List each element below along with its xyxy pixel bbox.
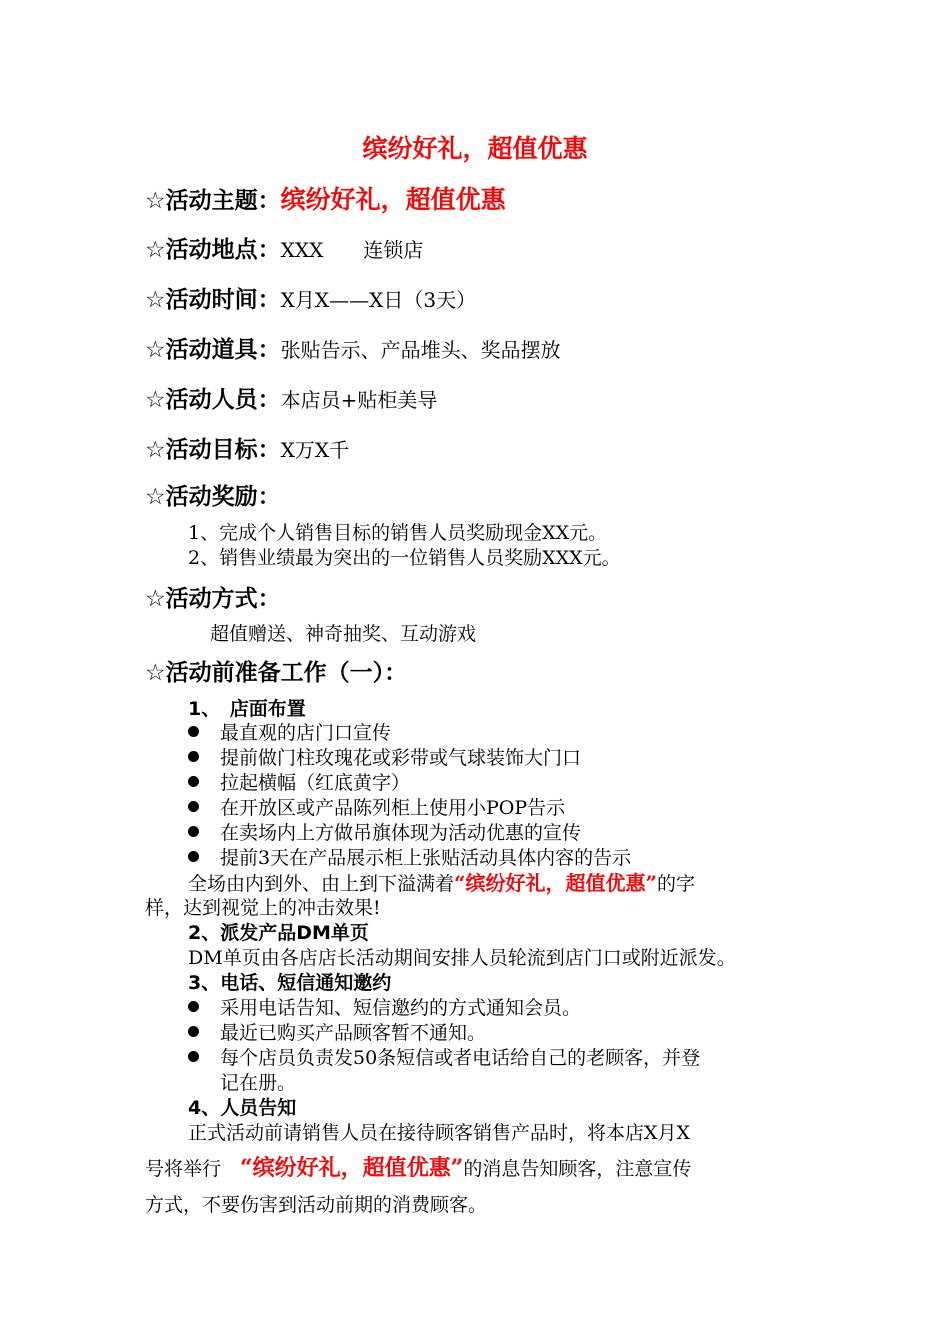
list-item-text: 每个店员负责发50条短信或者电话给自己的老顾客，并登: [220, 1047, 701, 1069]
prep-s4-line: [145, 1156, 691, 1182]
prep-s2-heading: 2、派发产品DM单页: [188, 922, 369, 944]
paragraph-text: 全场由内到外、由上到下溢满着: [188, 873, 455, 895]
bullet-icon: [188, 801, 199, 812]
list-item-text: 在开放区或产品陈列柜上使用小POP告示: [220, 797, 566, 819]
bullet-icon: [188, 826, 199, 837]
field-staff: [145, 383, 850, 417]
list-item: [188, 771, 410, 796]
field-value: X万X千: [280, 438, 350, 462]
reward-item: 2、销售业绩最为突出的一位销售人员奖励XXX元。: [188, 547, 621, 569]
field-label: ☆活动人员：: [145, 387, 281, 413]
document-title: 缤纷好礼，超值优惠: [362, 134, 588, 163]
rewards-heading: [145, 480, 850, 514]
paragraph-text: 号将举行: [145, 1158, 241, 1180]
bullet-icon: [188, 851, 199, 862]
list-item-text: 最近已购买产品顾客暂不通知。: [220, 1022, 487, 1044]
reward-item: 1、完成个人销售目标的销售人员奖励现金XX元。: [188, 522, 608, 544]
prep-s1-paragraph-cont: 样，达到视觉上的冲击效果!: [145, 897, 381, 919]
section-label: ☆活动方式：: [145, 586, 281, 612]
bullet-icon: [188, 1001, 199, 1012]
bullet-icon: [188, 1026, 199, 1037]
bullet-icon: [188, 776, 199, 787]
bullet-icon: [188, 1051, 199, 1062]
list-item-text: 采用电话告知、短信邀约的方式通知会员。: [220, 997, 582, 1019]
prep-s4-line: 正式活动前请销售人员在接待顾客销售产品时，将本店X月X: [188, 1122, 691, 1144]
field-theme: [145, 183, 850, 217]
field-value: 缤纷好礼，超值优惠: [280, 185, 506, 214]
prep-s4-heading: 4、人员告知: [188, 1097, 297, 1119]
field-value: 本店员+贴柜美导: [280, 388, 438, 412]
field-label: ☆活动目标：: [145, 437, 281, 463]
field-value: X月X——X日（3天）: [280, 288, 477, 312]
field-label: ☆活动时间：: [145, 287, 281, 313]
bullet-icon: [188, 751, 199, 762]
prep-s1-heading: 1、 店面布置: [188, 698, 306, 720]
list-item: [188, 821, 581, 846]
prep-s1-paragraph: [188, 871, 695, 897]
field-location: [145, 233, 850, 267]
prep-s3-heading: 3、电话、短信通知邀约: [188, 972, 392, 994]
highlight-text: “缤纷好礼，超值优惠”: [454, 871, 658, 895]
list-item-text: 在卖场内上方做吊旗体现为活动优惠的宣传: [220, 822, 582, 844]
field-value: XXX 连锁店: [280, 238, 424, 262]
method-heading: [145, 582, 850, 616]
field-label: ☆活动主题：: [145, 188, 281, 214]
list-item-continuation: 记在册。: [220, 1072, 297, 1094]
list-item: [188, 721, 391, 746]
prep-s2-text: DM单页由各店店长活动期间安排人员轮流到店门口或附近派发。: [188, 947, 736, 969]
method-value: 超值赠送、神奇抽奖、互动游戏: [210, 623, 477, 645]
list-item: [188, 746, 581, 771]
field-props: [145, 333, 850, 367]
prep-s4-line: 方式，不要伤害到活动前期的消费顾客。: [145, 1194, 488, 1216]
field-label: ☆活动道具：: [145, 337, 281, 363]
list-item: [188, 1046, 700, 1071]
list-item: [188, 996, 581, 1021]
paragraph-text: 的消息告知顾客，注意宣传: [463, 1158, 692, 1180]
list-item-text: 提前3天在产品展示柜上张贴活动具体内容的告示: [220, 847, 632, 869]
list-item-text: 拉起横幅（红底黄字）: [220, 772, 411, 794]
field-value: 张贴告示、产品堆头、奖品摆放: [280, 338, 561, 362]
section-label: ☆活动前准备工作（一）：: [145, 660, 408, 686]
list-item: [188, 1021, 486, 1046]
list-item-text: 提前做门柱玫瑰花或彩带或气球装饰大门口: [220, 747, 582, 769]
field-goal: [145, 433, 850, 467]
prep-heading: [145, 656, 850, 690]
bullet-icon: [188, 726, 199, 737]
field-label: ☆活动地点：: [145, 237, 281, 263]
list-item: [188, 846, 631, 871]
field-time: [145, 283, 850, 317]
list-item: [188, 796, 565, 821]
highlight-text: “缤纷好礼，超值优惠”: [240, 1155, 464, 1181]
section-label: ☆活动奖励：: [145, 484, 281, 510]
list-item-text: 最直观的店门口宣传: [220, 722, 392, 744]
paragraph-text: 的字: [657, 873, 696, 895]
